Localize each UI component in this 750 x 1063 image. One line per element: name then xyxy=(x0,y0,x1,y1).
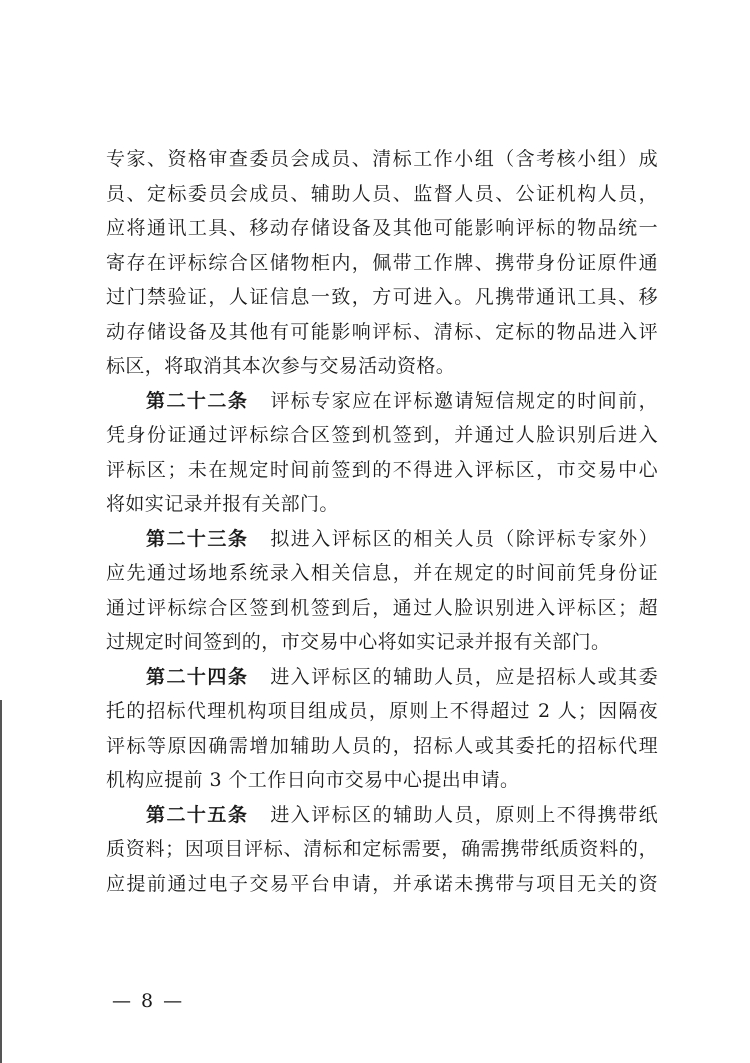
text-line: 过规定时间签到的，市交易中心将如实记录并报有关部门。 xyxy=(106,631,611,653)
text-line: 动存储设备及其他有可能影响评标、清标、定标的物品进入评 xyxy=(106,320,658,343)
article-24-first-line xyxy=(106,660,658,695)
article-22-first-line xyxy=(106,384,658,419)
text-line: 专家、资格审查委员会成员、清标工作小组（含考核小组）成 xyxy=(106,148,658,170)
text-line: 托的招标代理机构项目组成员，原则上不得超过 2 人；因隔夜 xyxy=(106,700,658,722)
body-text xyxy=(106,142,658,901)
article-23-first-line xyxy=(106,522,658,557)
text-line: 应提前通过电子交易平台申请，并承诺未携带与项目无关的资 xyxy=(106,872,658,895)
text-line: 将如实记录并报有关部门。 xyxy=(106,493,339,515)
article-25-text: 进入评标区的辅助人员，原则上不得携带纸 xyxy=(270,803,658,826)
text-line: 应先通过场地系统录入相关信息，并在规定的时间前凭身份证 xyxy=(106,562,658,584)
page-number: — 8 — xyxy=(112,990,185,1012)
article-24-heading: 第二十四条 xyxy=(146,665,249,688)
text-line: 寄存在评标综合区储物柜内，佩带工作牌、携带身份证原件通 xyxy=(106,251,658,274)
article-24-text: 进入评标区的辅助人员，应是招标人或其委 xyxy=(270,665,658,688)
text-line: 质资料；因项目评标、清标和定标需要，确需携带纸质资料的， xyxy=(106,838,658,860)
article-25-heading: 第二十五条 xyxy=(146,803,249,826)
text-line: 标区，将取消其本次参与交易活动资格。 xyxy=(106,355,456,377)
text-line: 评标等原因确需增加辅助人员的，招标人或其委托的招标代理 xyxy=(106,734,658,757)
text-line: 过门禁验证，人证信息一致，方可进入。凡携带通讯工具、移 xyxy=(106,286,658,308)
article-23-heading: 第二十三条 xyxy=(146,527,249,550)
article-22-text: 评标专家应在评标邀请短信规定的时间前， xyxy=(270,389,658,412)
text-line: 员、定标委员会成员、辅助人员、监督人员、公证机构人员， xyxy=(106,182,658,205)
article-23-text: 拟进入评标区的相关人员（除评标专家外） xyxy=(270,527,658,550)
text-line: 机构应提前 3 个工作日向市交易中心提出申请。 xyxy=(106,769,520,791)
text-line: 通过评标综合区签到机签到后，通过人脸识别进入评标区；超 xyxy=(106,596,658,619)
article-22-heading: 第二十二条 xyxy=(146,389,249,412)
scan-edge-shadow xyxy=(0,700,2,1063)
text-line: 应将通讯工具、移动存储设备及其他可能影响评标的物品统一 xyxy=(106,217,658,239)
article-25-first-line xyxy=(106,798,658,833)
text-line: 评标区；未在规定时间前签到的不得进入评标区，市交易中心 xyxy=(106,458,658,481)
text-line: 凭身份证通过评标综合区签到机签到，并通过人脸识别后进入 xyxy=(106,424,658,446)
